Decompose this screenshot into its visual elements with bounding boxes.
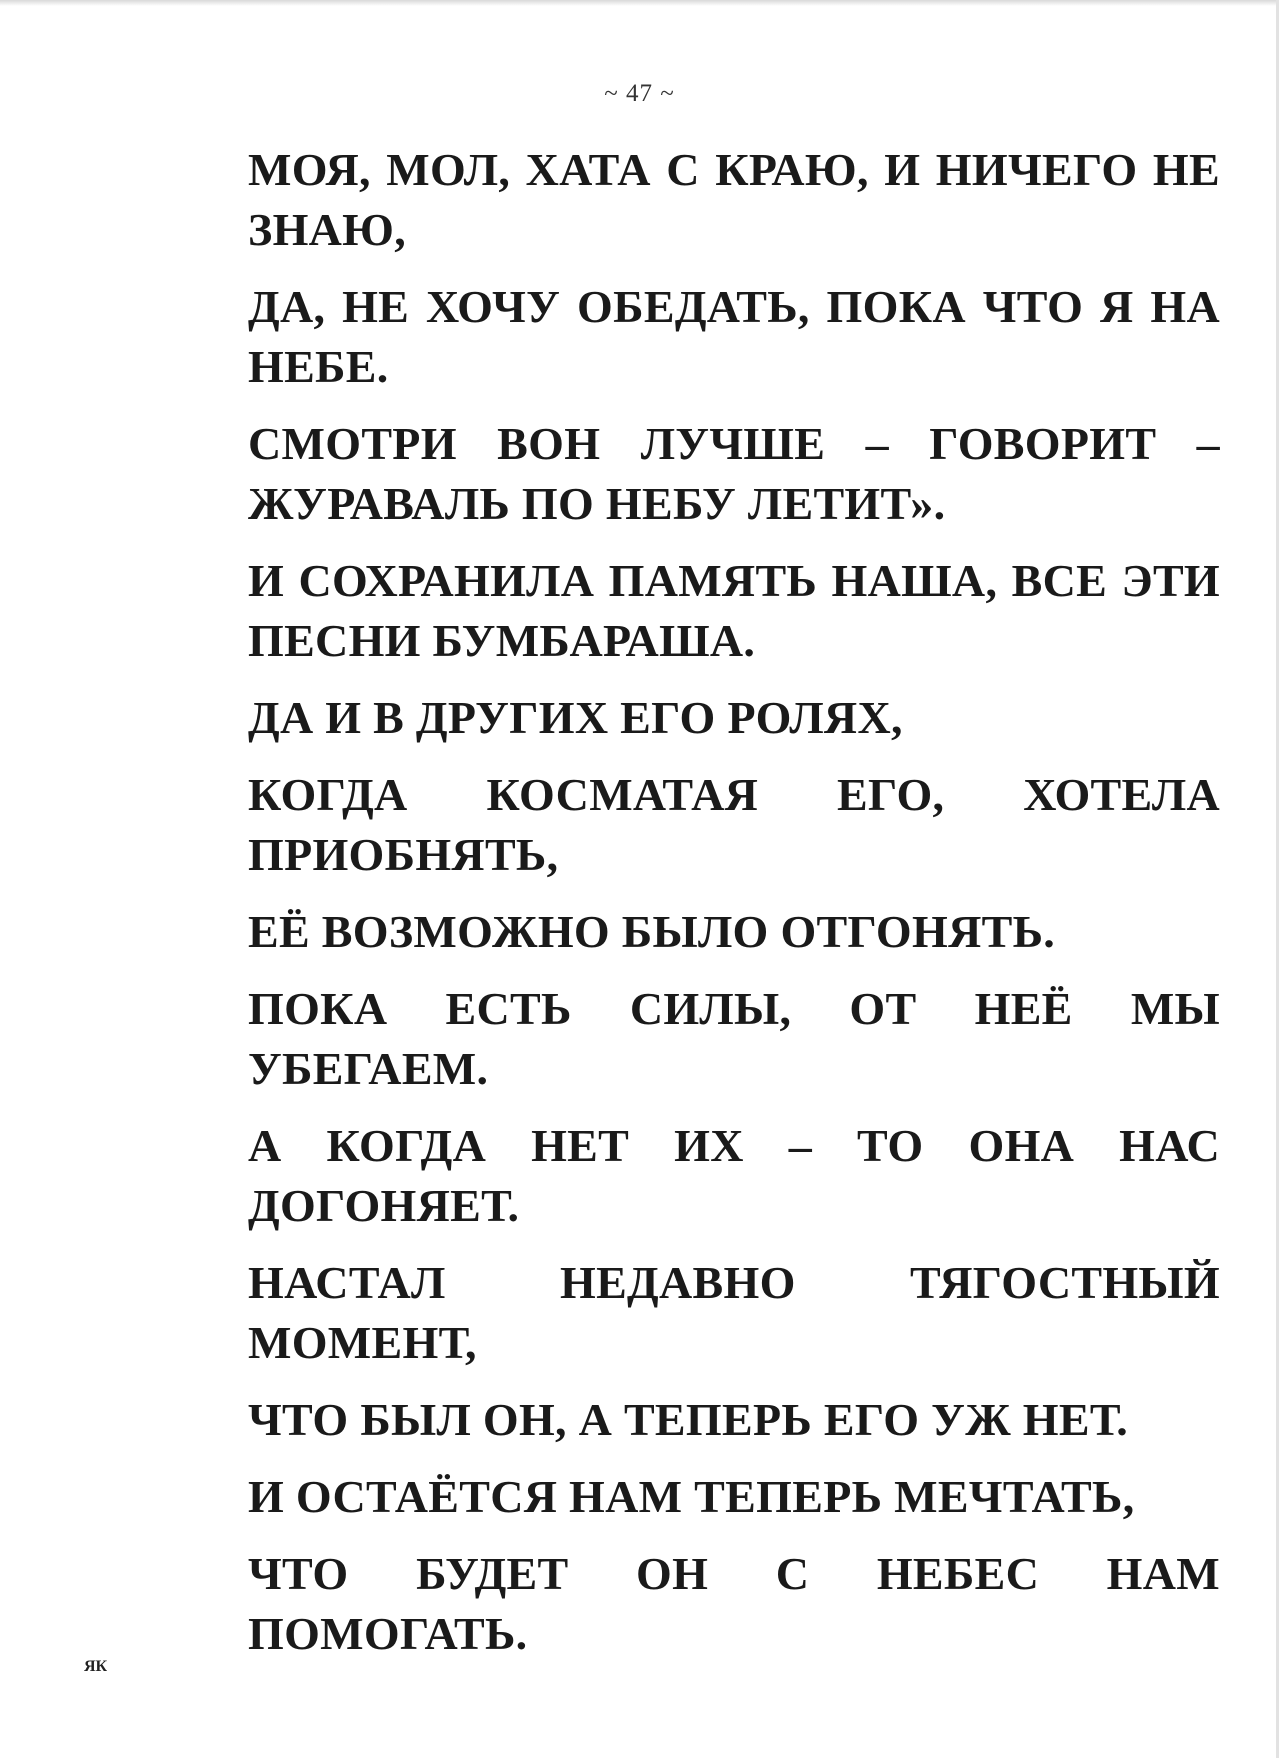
stanza: ДА, НЕ ХОЧУ ОБЕДАТЬ, ПОКА ЧТО Я НА НЕБЕ. (248, 281, 1220, 392)
stanza: А КОГДА НЕТ ИХ – ТО ОНА НАС ДОГОНЯЕТ. (248, 1120, 1220, 1231)
stanza: ЕЁ ВОЗМОЖНО БЫЛО ОТГОНЯТЬ. (248, 906, 1056, 957)
stanza: ЧТО БУДЕТ ОН С НЕБЕС НАМ ПОМОГАТЬ. (248, 1548, 1220, 1659)
stanza: ДА И В ДРУГИХ ЕГО РОЛЯХ, (248, 692, 903, 743)
scan-edge-top (0, 0, 1279, 6)
corner-stamp-mark: ЯК (84, 1658, 108, 1675)
stanza: И СОХРАНИЛА ПАМЯТЬ НАША, ВСЕ ЭТИ ПЕСНИ БУМБАРАША. (248, 555, 1220, 666)
stanza: И ОСТАЁТСЯ НАМ ТЕПЕРЬ МЕЧТАТЬ, (248, 1471, 1135, 1522)
stanza: НАСТАЛ НЕДАВНО ТЯГОСТНЫЙ МОМЕНТ, (248, 1257, 1220, 1368)
stanza: МОЯ, МОЛ, ХАТА С КРАЮ, И НИЧЕГО НЕ ЗНАЮ, (248, 144, 1220, 255)
stanza: КОГДА КОСМАТАЯ ЕГО, ХОТЕЛА ПРИОБНЯТЬ, (248, 769, 1220, 880)
page-number: ~ 47 ~ (604, 80, 675, 107)
stanza: СМОТРИ ВОН ЛУЧШЕ – ГОВОРИТ – ЖУРАВАЛЬ ПО НЕБУ ЛЕТИТ». (248, 418, 1220, 529)
poem-text-block (248, 140, 1220, 1681)
stanza: ЧТО БЫЛ ОН, А ТЕПЕРЬ ЕГО УЖ НЕТ. (248, 1394, 1129, 1445)
stanza: ПОКА ЕСТЬ СИЛЫ, ОТ НЕЁ МЫ УБЕГАЕМ. (248, 983, 1220, 1094)
